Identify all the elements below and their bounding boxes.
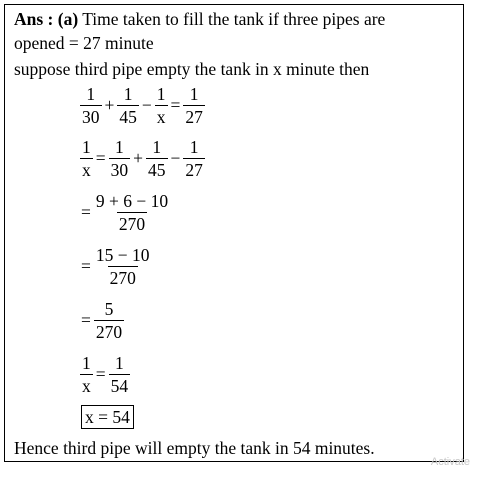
equation-2 bbox=[79, 136, 206, 181]
fraction: $\frac{1}{45}$ bbox=[119, 84, 137, 127]
fraction: $\frac{1}{30}$ bbox=[110, 137, 129, 180]
fraction: $\frac{1}{x}$ bbox=[82, 137, 91, 180]
operator: + bbox=[104, 95, 115, 115]
operator: = bbox=[95, 148, 106, 168]
fraction: $\frac{9 + 6 - 10}{270}$ bbox=[95, 191, 169, 234]
operator: + bbox=[133, 148, 143, 168]
fraction: $\frac{1}{45}$ bbox=[148, 137, 166, 180]
fraction: $\frac{15 - 10}{270}$ bbox=[95, 245, 150, 288]
fraction: $\frac{1}{30}$ bbox=[82, 84, 100, 127]
operator: = bbox=[81, 310, 91, 330]
conclusion-text: Hence third pipe will empty the tank in 54 minutes. bbox=[14, 438, 375, 458]
equation-4 bbox=[79, 244, 153, 289]
solution-box bbox=[4, 4, 464, 462]
fraction: $\frac{1}{27}$ bbox=[185, 84, 203, 127]
final-answer bbox=[81, 405, 134, 429]
fraction: $\frac{1}{x}$ bbox=[156, 84, 166, 127]
final-answer-box: x = 54 bbox=[81, 405, 134, 429]
fraction: $\frac{1}{54}$ bbox=[110, 353, 129, 396]
watermark: Activate bbox=[430, 456, 470, 468]
answer-line-2: opened = 27 minute bbox=[14, 33, 154, 53]
fraction: $\frac{5}{270}$ bbox=[95, 299, 123, 342]
operator: = bbox=[81, 256, 91, 276]
operator: = bbox=[170, 95, 181, 115]
answer-line-1 bbox=[14, 9, 385, 29]
equation-1 bbox=[79, 83, 206, 128]
fraction: $\frac{1}{x}$ bbox=[82, 353, 91, 396]
ans-label: Ans : (a) bbox=[14, 9, 79, 29]
operator: − bbox=[170, 148, 181, 168]
operator: = bbox=[81, 202, 91, 222]
operator: − bbox=[141, 95, 152, 115]
equation-3 bbox=[79, 190, 171, 235]
fraction: $\frac{1}{27}$ bbox=[185, 137, 203, 180]
operator: = bbox=[95, 364, 106, 384]
equation-6 bbox=[79, 352, 131, 397]
answer-line-1-text: Time taken to fill the tank if three pipes are bbox=[82, 9, 386, 29]
equation-5 bbox=[79, 298, 125, 343]
answer-line-3: suppose third pipe empty the tank in x minute then bbox=[14, 59, 370, 79]
